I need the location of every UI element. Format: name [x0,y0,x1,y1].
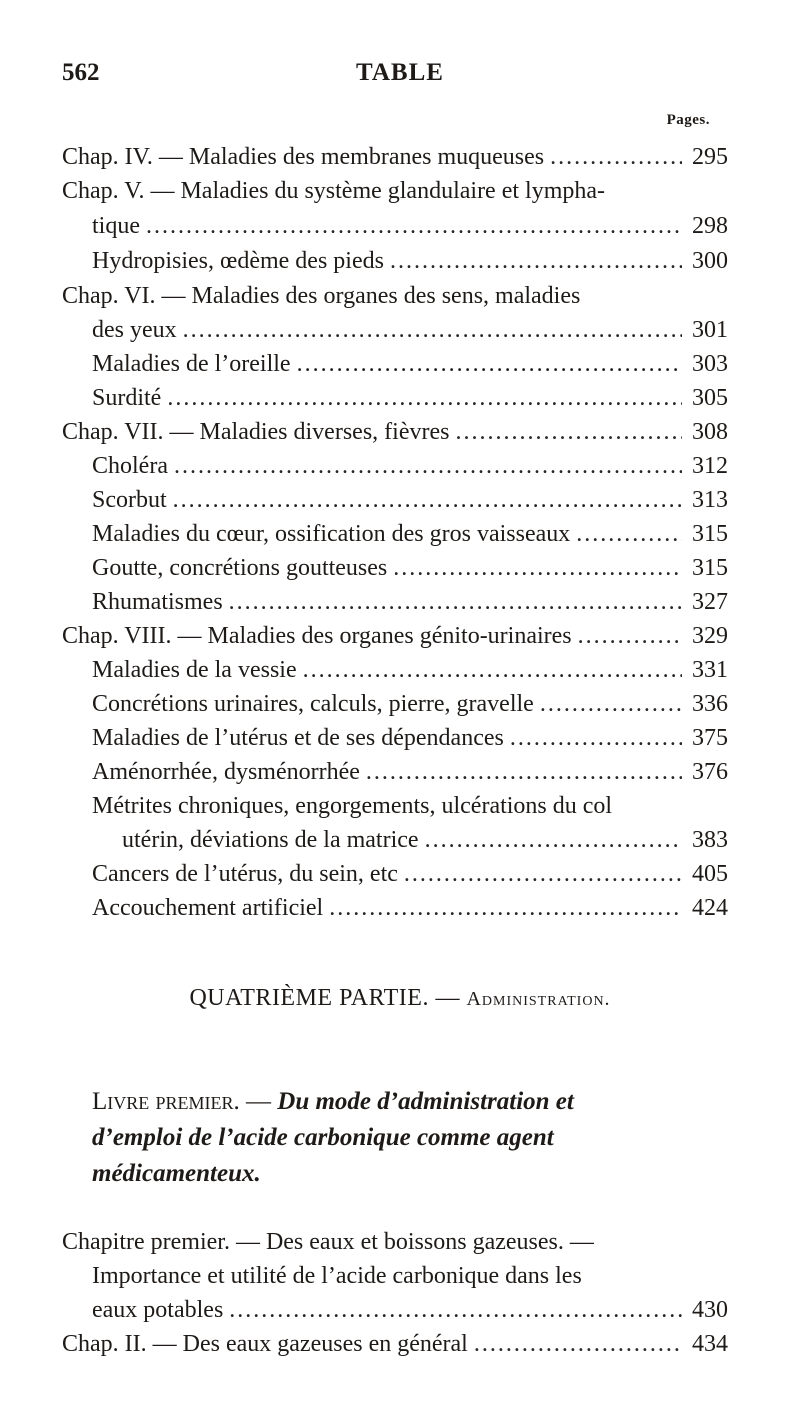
part-heading [0,985,800,1012]
toc-entry-text: Maladies de l’oreille [92,351,291,377]
toc-entry [0,892,760,924]
leader-dots [366,756,682,788]
toc-entry-page: 298 [692,213,728,239]
running-title: TABLE [356,59,444,86]
part-title: QUATRIÈME PARTIE. — [189,985,467,1011]
toc-entry-page: 301 [692,317,728,343]
toc-entry-page: 375 [692,725,728,751]
leader-dots [404,858,682,890]
toc-entry-text: Cancers de l’utérus, du sein, etc [92,861,398,887]
leader-dots [174,450,682,482]
toc-entry-text: tique [92,213,140,239]
toc-entry [0,722,760,754]
leader-dots [173,484,682,516]
chapitre-line1 [62,1226,594,1258]
toc-entry-text-line1: Chap. V. — Maladies du système glandulaire et lympha- [62,178,606,204]
livre-title-line3: médicamenteux. [92,1160,261,1187]
livre-label: Livre premier. — [92,1088,278,1115]
toc-entry-page: 383 [692,827,728,853]
toc-entry-text: des yeux [92,317,177,343]
leader-dots [167,382,682,414]
toc-entry-text: Chap. II. — Des eaux gazeuses en général [62,1331,468,1357]
toc-entry-page: 308 [692,419,728,445]
toc-entry-text: Chap. VII. — Maladies diverses, fièvres [62,419,450,445]
leader-dots [550,141,682,173]
part-subtitle: Administration. [466,988,611,1010]
toc-entry [0,824,760,856]
leader-dots [183,314,682,346]
toc-entry [0,654,760,686]
livre-title-line1: Du mode d’administration et [277,1088,574,1115]
leader-dots [297,348,682,380]
leader-dots [540,688,682,720]
toc-entry-text: Aménorrhée, dysménorrhée [92,759,360,785]
toc-entry-page: 295 [692,144,728,170]
leader-dots [146,210,682,242]
toc-entry [0,210,760,242]
toc-entry-page: 434 [692,1331,728,1357]
toc-entry [0,416,760,448]
leader-dots [329,892,682,924]
toc-entry [0,688,760,720]
chapitre-line1-text: Chapitre premier. — Des eaux et boissons gazeuses. — [62,1229,594,1255]
toc-entry [0,245,760,277]
toc-entry-page: 329 [692,623,728,649]
toc-entry-text: Rhumatismes [92,589,223,615]
toc-entry-page: 405 [692,861,728,887]
toc-entry [0,620,760,652]
toc-entry [0,518,760,550]
toc-entry [0,552,760,584]
page-header [62,59,738,89]
toc-entry-text: Goutte, concrétions goutteuses [92,555,388,581]
toc-entry-page: 424 [692,895,728,921]
leader-dots [455,416,682,448]
livre-heading [92,1084,772,1192]
toc-entry-text: utérin, déviations de la matrice [122,827,419,853]
leader-dots [425,824,682,856]
toc-entry [0,382,760,414]
leader-dots [510,722,682,754]
leader-dots [578,620,682,652]
leader-dots [229,1294,682,1326]
toc-entry-text: Maladies du cœur, ossification des gros vaisseaux [92,521,571,547]
toc-entry-text: Surdité [92,385,162,411]
toc-entry [0,450,760,482]
leader-dots [576,518,682,550]
toc-entry [0,858,760,890]
toc-entry-page: 313 [692,487,728,513]
toc-entry-page: 300 [692,248,728,274]
pages-column-label: Pages. [666,112,710,128]
toc-entry-page: 376 [692,759,728,785]
toc-entry-text: Maladies de l’utérus et de ses dépendances [92,725,504,751]
toc-entry-text: eaux potables [92,1297,224,1323]
toc-entry-page: 336 [692,691,728,717]
toc-entry [0,314,760,346]
toc-entry-page: 303 [692,351,728,377]
toc-entry-text-line1: Chap. VI. — Maladies des organes des sens, maladies [62,283,581,309]
leader-dots [474,1328,682,1360]
toc-entry [0,141,760,173]
toc-entry [0,484,760,516]
toc-entry [0,348,760,380]
toc-entry [0,586,760,618]
toc-entry-page: 331 [692,657,728,683]
toc-entry-page: 315 [692,555,728,581]
toc-entry [0,1294,760,1326]
toc-entry-text: Hydropisies, œdème des pieds [92,248,384,274]
toc-entry-text: Chap. VIII. — Maladies des organes génito-urinaires [62,623,572,649]
chapitre-line2: Importance et utilité de l’acide carbonique dans les [92,1263,582,1289]
leader-dots [229,586,682,618]
toc-entry [0,1328,760,1360]
toc-entry-text: Chap. IV. — Maladies des membranes muqueuses [62,144,545,170]
toc-entry-text: Concrétions urinaires, calculs, pierre, gravelle [92,691,534,717]
toc-entry-text: Maladies de la vessie [92,657,297,683]
toc-entry-page: 312 [692,453,728,479]
page-number: 562 [62,59,100,86]
toc-entry-page: 430 [692,1297,728,1323]
toc-entry-text: Accouchement artificiel [92,895,324,921]
toc-entry-page: 305 [692,385,728,411]
toc-entry-page: 327 [692,589,728,615]
toc-entry-text: Scorbut [92,487,167,513]
toc-entry-text: Choléra [92,453,168,479]
livre-title-line2: d’emploi de l’acide carbonique comme agent [92,1124,554,1151]
leader-dots [390,245,682,277]
toc-entry-text-line1: Métrites chroniques, engorgements, ulcérations du col [92,793,613,819]
leader-dots [303,654,682,686]
leader-dots [393,552,682,584]
toc-entry-page: 315 [692,521,728,547]
toc-entry [0,756,760,788]
